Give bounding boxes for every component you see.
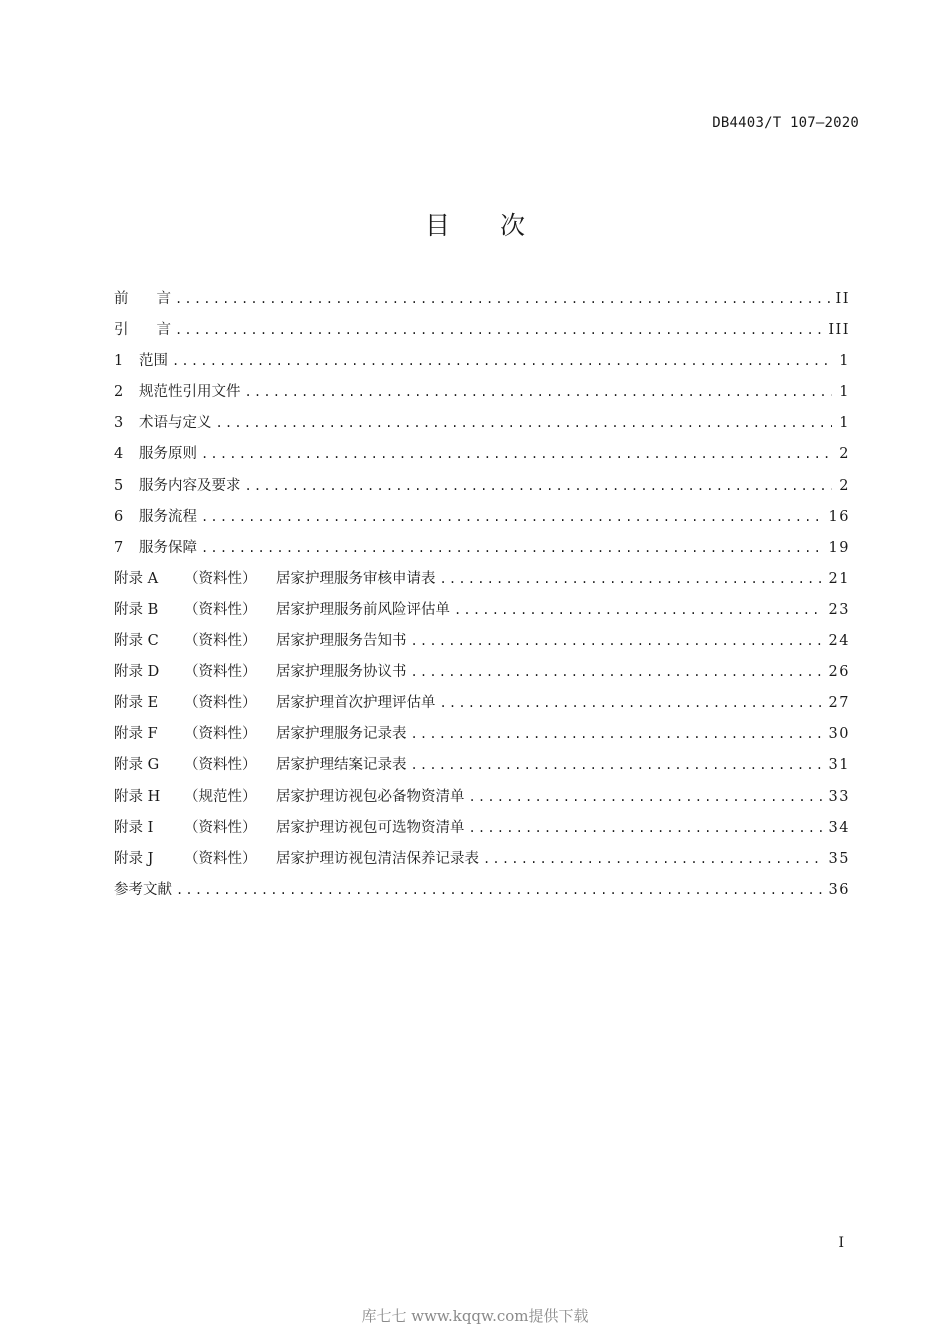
appendix-title: 居家护理访视包清洁保养记录表 bbox=[276, 850, 479, 867]
appendix-nature: （资料性） bbox=[184, 570, 257, 587]
chapter-title: 服务内容及要求 bbox=[139, 477, 241, 494]
toc-entry-appendix[interactable] bbox=[114, 657, 850, 688]
toc-page-number: 27 bbox=[828, 695, 850, 712]
appendix-title: 居家护理访视包必备物资清单 bbox=[276, 788, 465, 805]
dot-leader bbox=[411, 626, 823, 657]
chapter-title: 规范性引用文件 bbox=[139, 384, 241, 401]
chapter-title: 服务流程 bbox=[139, 508, 197, 525]
toc-page-number: 23 bbox=[828, 601, 850, 618]
toc-entry-label: 引 言 bbox=[114, 322, 171, 339]
toc-entry-chapter[interactable] bbox=[114, 439, 850, 470]
chapter-title: 术语与定义 bbox=[139, 415, 212, 432]
appendix-title: 居家护理服务记录表 bbox=[276, 726, 407, 743]
toc-page-number: 35 bbox=[828, 850, 850, 867]
chapter-title: 服务原则 bbox=[139, 446, 197, 463]
appendix-nature: （资料性） bbox=[184, 664, 257, 681]
chapter-number: 1 bbox=[114, 353, 124, 370]
toc-page-number: 2 bbox=[839, 477, 850, 494]
chapter-title: 范围 bbox=[139, 353, 168, 370]
toc-entry-appendix[interactable] bbox=[114, 626, 850, 657]
toc-entry-appendix[interactable] bbox=[114, 595, 850, 626]
toc-page-number: 36 bbox=[828, 881, 850, 898]
dot-leader bbox=[469, 782, 823, 813]
dot-leader bbox=[440, 564, 823, 595]
appendix-nature: （资料性） bbox=[184, 757, 257, 774]
toc-entry-references[interactable] bbox=[114, 875, 850, 906]
toc-entry-appendix[interactable] bbox=[114, 688, 850, 719]
toc-page-number: 2 bbox=[839, 446, 850, 463]
toc-page-number: 30 bbox=[828, 726, 850, 743]
appendix-code: 附录 E bbox=[114, 695, 159, 712]
toc-page-number: 33 bbox=[828, 788, 850, 805]
dot-leader bbox=[216, 408, 833, 439]
toc-page-number: 21 bbox=[828, 570, 850, 587]
appendix-code: 附录 F bbox=[114, 726, 158, 743]
toc-entry-appendix[interactable] bbox=[114, 719, 850, 750]
toc-page-number: 1 bbox=[839, 384, 850, 401]
appendix-nature: （资料性） bbox=[184, 601, 257, 618]
standard-code: DB4403/T 107—2020 bbox=[712, 115, 859, 131]
appendix-code: 附录 C bbox=[114, 633, 159, 650]
toc-entry-appendix[interactable] bbox=[114, 813, 850, 844]
toc-entry-chapter[interactable] bbox=[114, 533, 850, 564]
toc-page-number: 1 bbox=[839, 353, 850, 370]
appendix-code: 附录 I bbox=[114, 819, 154, 836]
dot-leader bbox=[440, 688, 823, 719]
appendix-code: 附录 G bbox=[114, 757, 160, 774]
chapter-number: 2 bbox=[114, 384, 124, 401]
download-watermark[interactable]: 库七七 www.kqqw.com提供下载 bbox=[361, 1307, 589, 1325]
toc-page-number: 24 bbox=[828, 633, 850, 650]
chapter-title: 服务保障 bbox=[139, 539, 197, 556]
dot-leader bbox=[201, 502, 823, 533]
dot-leader bbox=[411, 719, 823, 750]
dot-leader bbox=[454, 595, 823, 626]
toc-entry-chapter[interactable] bbox=[114, 346, 850, 377]
page-number: I bbox=[838, 1235, 844, 1251]
chapter-number: 5 bbox=[114, 477, 124, 494]
toc-entry-chapter[interactable] bbox=[114, 471, 850, 502]
toc-entry-appendix[interactable] bbox=[114, 844, 850, 875]
dot-leader bbox=[245, 471, 833, 502]
appendix-title: 居家护理服务协议书 bbox=[276, 664, 407, 681]
toc-page-number: 1 bbox=[839, 415, 850, 432]
appendix-nature: （资料性） bbox=[184, 726, 257, 743]
toc-entry-introduction[interactable] bbox=[114, 315, 850, 346]
appendix-code: 附录 D bbox=[114, 664, 160, 681]
appendix-code: 附录 H bbox=[114, 788, 161, 805]
toc-page-number: III bbox=[828, 322, 850, 339]
chapter-number: 7 bbox=[114, 539, 124, 556]
appendix-nature: （规范性） bbox=[184, 788, 257, 805]
appendix-nature: （资料性） bbox=[184, 633, 257, 650]
appendix-code: 附录 B bbox=[114, 601, 159, 618]
dot-leader bbox=[176, 875, 823, 906]
dot-leader bbox=[175, 315, 822, 346]
dot-leader bbox=[175, 284, 830, 315]
appendix-title: 居家护理访视包可选物资清单 bbox=[276, 819, 465, 836]
toc-entry-chapter[interactable] bbox=[114, 408, 850, 439]
toc-entry-appendix[interactable] bbox=[114, 564, 850, 595]
toc-page-number: 16 bbox=[828, 508, 850, 525]
appendix-title: 居家护理服务告知书 bbox=[276, 633, 407, 650]
toc-entry-label: 前 言 bbox=[114, 291, 171, 307]
chapter-number: 3 bbox=[114, 415, 124, 432]
appendix-title: 居家护理首次护理评估单 bbox=[276, 695, 436, 712]
appendix-title: 居家护理服务前风险评估单 bbox=[276, 601, 450, 618]
chapter-number: 4 bbox=[114, 446, 124, 463]
toc-page-number: II bbox=[835, 291, 850, 307]
table-of-contents bbox=[114, 284, 850, 906]
appendix-nature: （资料性） bbox=[184, 695, 257, 712]
toc-page-number: 34 bbox=[828, 819, 850, 836]
dot-leader bbox=[411, 657, 823, 688]
appendix-code: 附录 J bbox=[114, 850, 154, 867]
appendix-nature: （资料性） bbox=[184, 819, 257, 836]
appendix-code: 附录 A bbox=[114, 570, 159, 587]
dot-leader bbox=[201, 439, 832, 470]
toc-entry-foreword[interactable] bbox=[114, 284, 850, 315]
appendix-nature: （资料性） bbox=[184, 850, 257, 867]
toc-page-number: 31 bbox=[828, 757, 850, 774]
dot-leader bbox=[172, 346, 832, 377]
dot-leader bbox=[201, 533, 823, 564]
chapter-number: 6 bbox=[114, 508, 124, 525]
appendix-title: 居家护理服务审核申请表 bbox=[276, 570, 436, 587]
toc-entry-chapter[interactable] bbox=[114, 502, 850, 533]
toc-page-number: 19 bbox=[828, 539, 850, 556]
appendix-title: 居家护理结案记录表 bbox=[276, 757, 407, 774]
dot-leader bbox=[469, 813, 823, 844]
references-title: 参考文献 bbox=[114, 881, 172, 898]
toc-page-number: 26 bbox=[828, 664, 850, 681]
page-title: 目次 bbox=[424, 211, 575, 240]
dot-leader bbox=[245, 377, 833, 408]
toc-entry-chapter[interactable] bbox=[114, 377, 850, 408]
dot-leader bbox=[483, 844, 823, 875]
toc-entry-appendix[interactable] bbox=[114, 782, 850, 813]
dot-leader bbox=[411, 750, 823, 781]
toc-entry-appendix[interactable] bbox=[114, 750, 850, 781]
